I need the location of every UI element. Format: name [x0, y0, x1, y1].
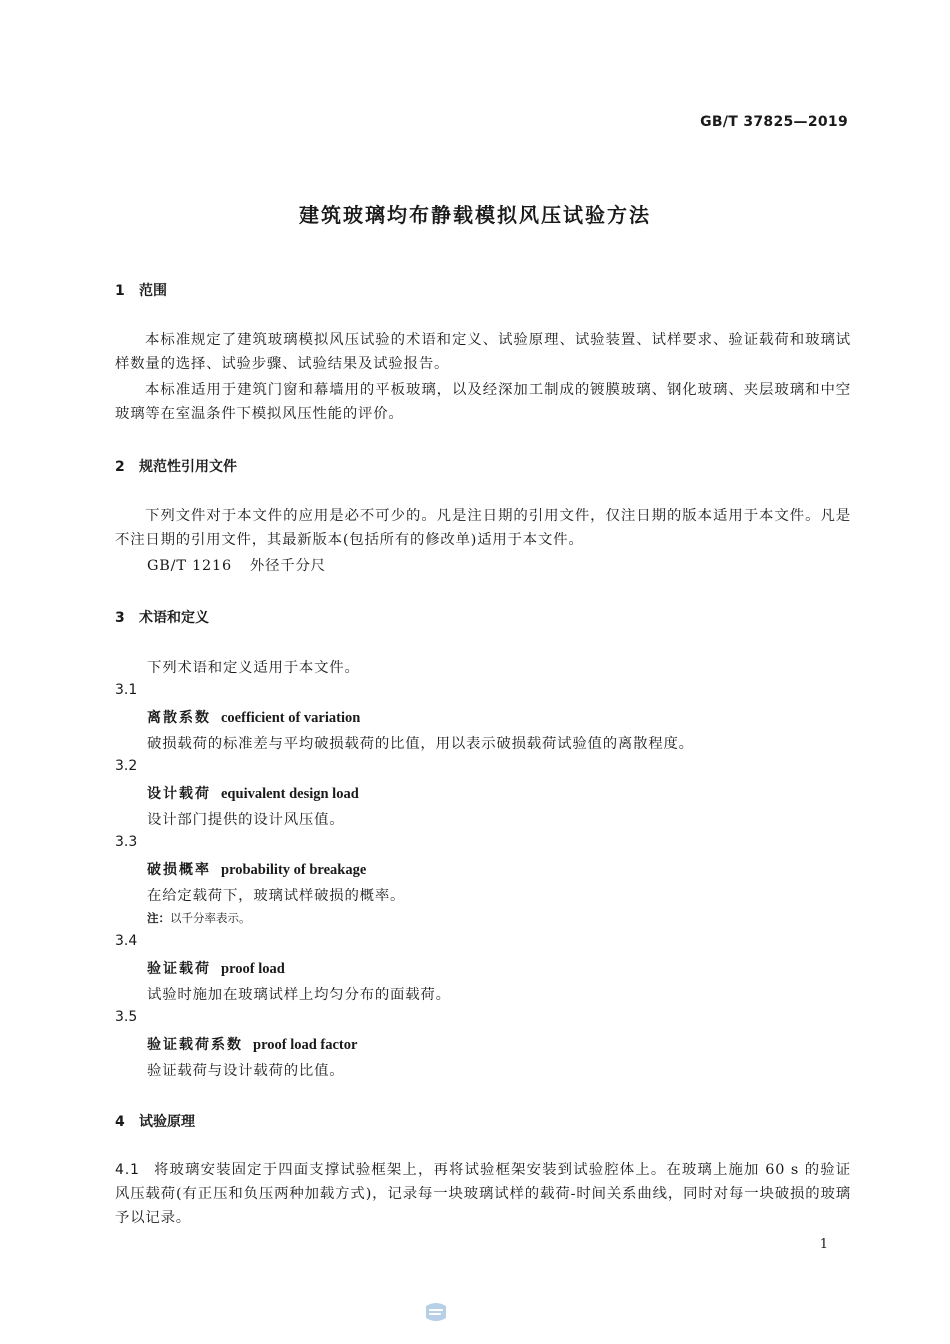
clause-number: 3.1: [115, 682, 138, 698]
term-zh: 验证载荷: [147, 961, 211, 977]
term-entry: [147, 958, 285, 978]
section-1-heading: [115, 280, 167, 300]
standard-number: GB/T 37825—2019: [700, 114, 848, 130]
term-zh: 设计载荷: [147, 786, 211, 802]
section-4-heading: [115, 1111, 195, 1131]
term-definition: 在给定载荷下，玻璃试样破损的概率。: [147, 888, 406, 904]
section-number: 3: [115, 610, 125, 626]
reference-title: 外径千分尺: [249, 558, 326, 574]
publisher-logo-icon: [422, 1300, 450, 1326]
section-2-heading: [115, 456, 237, 476]
section-title: 术语和定义: [139, 610, 209, 626]
section-number: 4: [115, 1114, 125, 1130]
term-definition: 验证载荷与设计载荷的比值。: [147, 1063, 345, 1079]
term-entry: [147, 859, 366, 879]
term-entry: [147, 783, 359, 803]
section-title: 规范性引用文件: [139, 459, 237, 475]
section-1-paragraph-2: 本标准适用于建筑门窗和幕墙用的平板玻璃，以及经深加工制成的镀膜玻璃、钢化玻璃、夹层玻璃和中空玻璃等在室温条件下模拟风压性能的评价。: [115, 382, 851, 422]
term-zh: 破损概率: [147, 862, 211, 878]
section-number: 1: [115, 283, 125, 299]
term-en: coefficient of variation: [221, 710, 361, 726]
normative-reference: [147, 554, 326, 575]
section-title: 试验原理: [139, 1114, 195, 1130]
term-entry: [147, 707, 360, 727]
term-en: proof load factor: [253, 1037, 358, 1053]
term-en: probability of breakage: [221, 862, 367, 878]
clause-number: 3.3: [115, 834, 138, 850]
clause-number: 3.2: [115, 758, 138, 774]
clause-number: 3.5: [115, 1009, 138, 1025]
section-1-paragraph-1: 本标准规定了建筑玻璃模拟风压试验的术语和定义、试验原理、试验装置、试样要求、验证载荷和玻璃试样数量的选择、试验步骤、试验结果及试验报告。: [115, 332, 851, 372]
note-label: 注：: [147, 911, 170, 925]
term-definition: 试验时施加在玻璃试样上均匀分布的面载荷。: [147, 987, 451, 1003]
term-en: equivalent design load: [221, 786, 359, 802]
term-entry: [147, 1034, 357, 1054]
clause-number: 4.1: [115, 1162, 140, 1178]
section-4-paragraph-1: [115, 1158, 851, 1230]
section-3-heading: [115, 607, 209, 627]
section-3-intro: 下列术语和定义适用于本文件。: [147, 660, 360, 676]
clause-number: 3.4: [115, 933, 138, 949]
reference-code: GB/T 1216: [147, 558, 232, 574]
term-definition: 破损载荷的标准差与平均破损载荷的比值，用以表示破损载荷试验值的离散程度。: [147, 736, 694, 752]
term-note: [147, 910, 251, 926]
term-zh: 离散系数: [147, 710, 211, 726]
section-number: 2: [115, 459, 125, 475]
section-title: 范围: [139, 283, 167, 299]
section-2-paragraph-1: 下列文件对于本文件的应用是必不可少的。凡是注日期的引用文件，仅注日期的版本适用于本文件。凡是不注日期的引用文件，其最新版本(包括所有的修改单)适用于本文件。: [115, 508, 851, 548]
note-text: 以千分率表示。: [170, 911, 251, 925]
page-number: 1: [819, 1237, 828, 1252]
term-zh: 验证载荷系数: [147, 1037, 243, 1053]
document-title: 建筑玻璃均布静载模拟风压试验方法: [299, 203, 651, 227]
term-definition: 设计部门提供的设计风压值。: [147, 812, 345, 828]
term-en: proof load: [221, 961, 285, 977]
paragraph-text: 将玻璃安装固定于四面支撑试验框架上，再将试验框架安装到试验腔体上。在玻璃上施加 60 s 的验证风压载荷(有正压和负压两种加载方式)，记录每一块玻璃试样的载荷-时间关系曲线，同时对每一块破损的玻璃予以记录。: [115, 1162, 851, 1226]
